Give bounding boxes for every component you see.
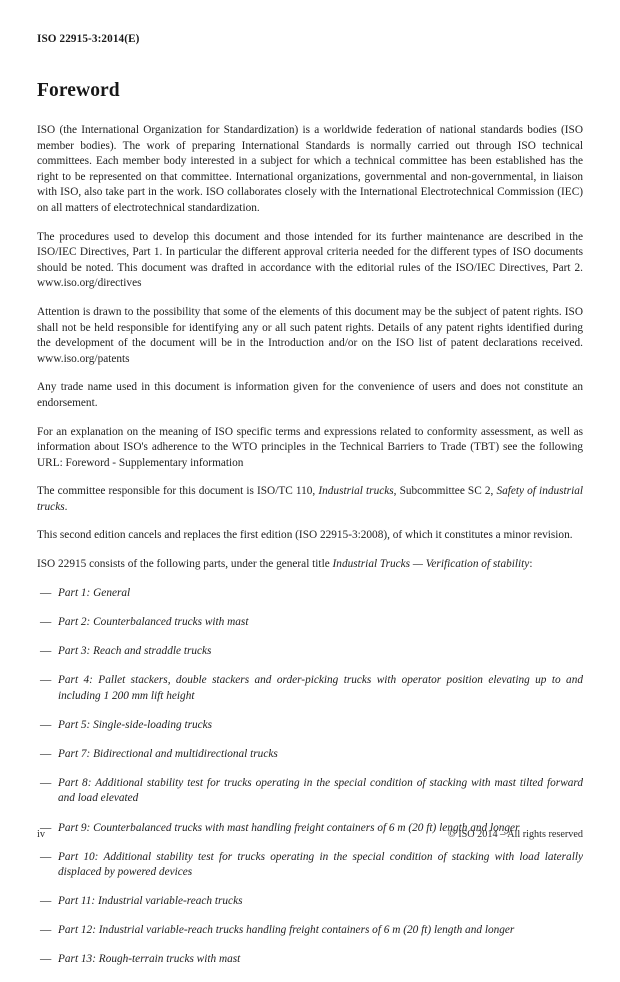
list-item-label: Part 3: Reach and straddle trucks xyxy=(58,644,212,657)
em-dash-bullet-icon: — xyxy=(40,644,52,657)
copyright-notice: © ISO 2014 – All rights reserved xyxy=(447,829,583,840)
paragraph-patent-rights: Attention is drawn to the possibility that some of the elements of this document may be the subject of patent rights. ISO shall not be held responsible for identifying any or all such patent rights. Details of any patent rights identified during the development of the document will be in the Introduction and/or on the ISO list of patent declarations received. www.iso.org/patents xyxy=(37,305,583,365)
em-dash-bullet-icon: — xyxy=(40,673,52,686)
paragraph-iso-description: ISO (the International Organization for Standardization) is a worldwide federation of national standards bodies (ISO member bodies). The work of preparing International Standards is normally carried out through ISO technical committees. Each member body interested in a subject for which a technical committee has been established has the right to be represented on that committee. International organizations, governmental and non-governmental, in liaison with ISO, also take part in the work. ISO collaborates closely with the International Electrotechnical Commission (IEC) on all matters of electrotechnical standardization. xyxy=(37,124,583,214)
list-item-label: Part 10: Additional stability test for trucks operating in the special condition of stacking with load laterally displaced by powered devices xyxy=(58,850,583,879)
list-item-label: Part 4: Pallet stackers, double stackers and order-picking trucks with operator position elevating up to and including 1 200 mm lift height xyxy=(58,673,583,702)
em-dash-bullet-icon: — xyxy=(40,586,52,599)
list-item xyxy=(37,894,583,910)
em-dash-bullet-icon: — xyxy=(40,615,52,628)
parts-intro-tail-text: : xyxy=(529,558,533,571)
list-item-label: Part 5: Single-side-loading trucks xyxy=(58,718,213,731)
em-dash-bullet-icon: — xyxy=(40,821,52,834)
paragraph-responsible-committee xyxy=(37,484,583,515)
list-item xyxy=(37,850,583,881)
list-item xyxy=(37,615,583,631)
page-footer xyxy=(37,829,583,843)
list-item-label: Part 13: Rough-terrain trucks with mast xyxy=(58,953,241,966)
list-item xyxy=(37,747,583,763)
paragraph-second-edition: This second edition cancels and replaces the first edition (ISO 22915-3:2008), of which it constitutes a minor revision. xyxy=(37,529,573,542)
subcommittee-title-safety-of-industrial-trucks: Safety of industrial trucks xyxy=(37,485,583,513)
em-dash-bullet-icon: — xyxy=(40,850,52,863)
list-item xyxy=(37,923,583,939)
committee-lead-text: The committee responsible for this document is ISO/TC 110, xyxy=(37,485,319,498)
list-item xyxy=(37,644,583,660)
parts-list xyxy=(37,586,583,968)
page-number: iv xyxy=(37,829,45,840)
page-title: Foreword xyxy=(37,80,120,101)
parts-intro-lead-text: ISO 22915 consists of the following parts, under the general title xyxy=(37,558,333,571)
list-item xyxy=(37,586,583,602)
committee-tail-text: . xyxy=(64,500,68,513)
list-item-label: Part 1: General xyxy=(58,586,131,599)
list-item-label: Part 11: Industrial variable-reach trucks xyxy=(58,895,243,908)
em-dash-bullet-icon: — xyxy=(40,895,52,908)
list-item xyxy=(37,952,583,968)
page-content xyxy=(37,80,583,982)
em-dash-bullet-icon: — xyxy=(40,953,52,966)
list-item xyxy=(37,673,583,704)
em-dash-bullet-icon: — xyxy=(40,747,52,760)
list-item-label: Part 9: Counterbalanced trucks with mast handling freight containers of 6 m (20 ft) length and longer xyxy=(58,821,520,834)
list-item xyxy=(37,776,583,807)
running-header-document-number: ISO 22915-3:2014(E) xyxy=(37,33,140,45)
list-item-label: Part 12: Industrial variable-reach trucks handling freight containers of 6 m (20 ft) length and longer xyxy=(58,924,515,937)
committee-title-industrial-trucks: Industrial trucks xyxy=(318,485,394,498)
paragraph-conformity-assessment: For an explanation on the meaning of ISO specific terms and expressions related to conformity assessment, as well as information about ISO's adherence to the WTO principles in the Technical Barriers to Trade (TBT) see the following URL: Foreword - Supplementary information xyxy=(37,425,583,469)
paragraph-trade-name: Any trade name used in this document is information given for the convenience of users and does not constitute an endorsement. xyxy=(37,381,583,409)
list-item-label: Part 7: Bidirectional and multidirectional trucks xyxy=(58,747,278,760)
general-title-verification-of-stability: Industrial Trucks — Verification of stability xyxy=(332,558,530,571)
list-item-label: Part 2: Counterbalanced trucks with mast xyxy=(58,615,249,628)
list-item-label: Part 8: Additional stability test for trucks operating in the special condition of stacking with mast tilted forward and load elevated xyxy=(58,776,583,805)
em-dash-bullet-icon: — xyxy=(40,776,52,789)
em-dash-bullet-icon: — xyxy=(40,924,52,937)
em-dash-bullet-icon: — xyxy=(40,718,52,731)
list-item xyxy=(37,718,583,734)
paragraph-parts-intro xyxy=(37,557,583,573)
committee-mid-text: , Subcommittee SC 2, xyxy=(393,485,497,498)
paragraph-procedures: The procedures used to develop this document and those intended for its further maintenance are described in the ISO/IEC Directives, Part 1. In particular the different approval criteria needed for the different types of ISO documents should be noted. This document was drafted in accordance with the editorial rules of the ISO/IEC Directives, Part 2. www.iso.org/directives xyxy=(37,230,583,290)
